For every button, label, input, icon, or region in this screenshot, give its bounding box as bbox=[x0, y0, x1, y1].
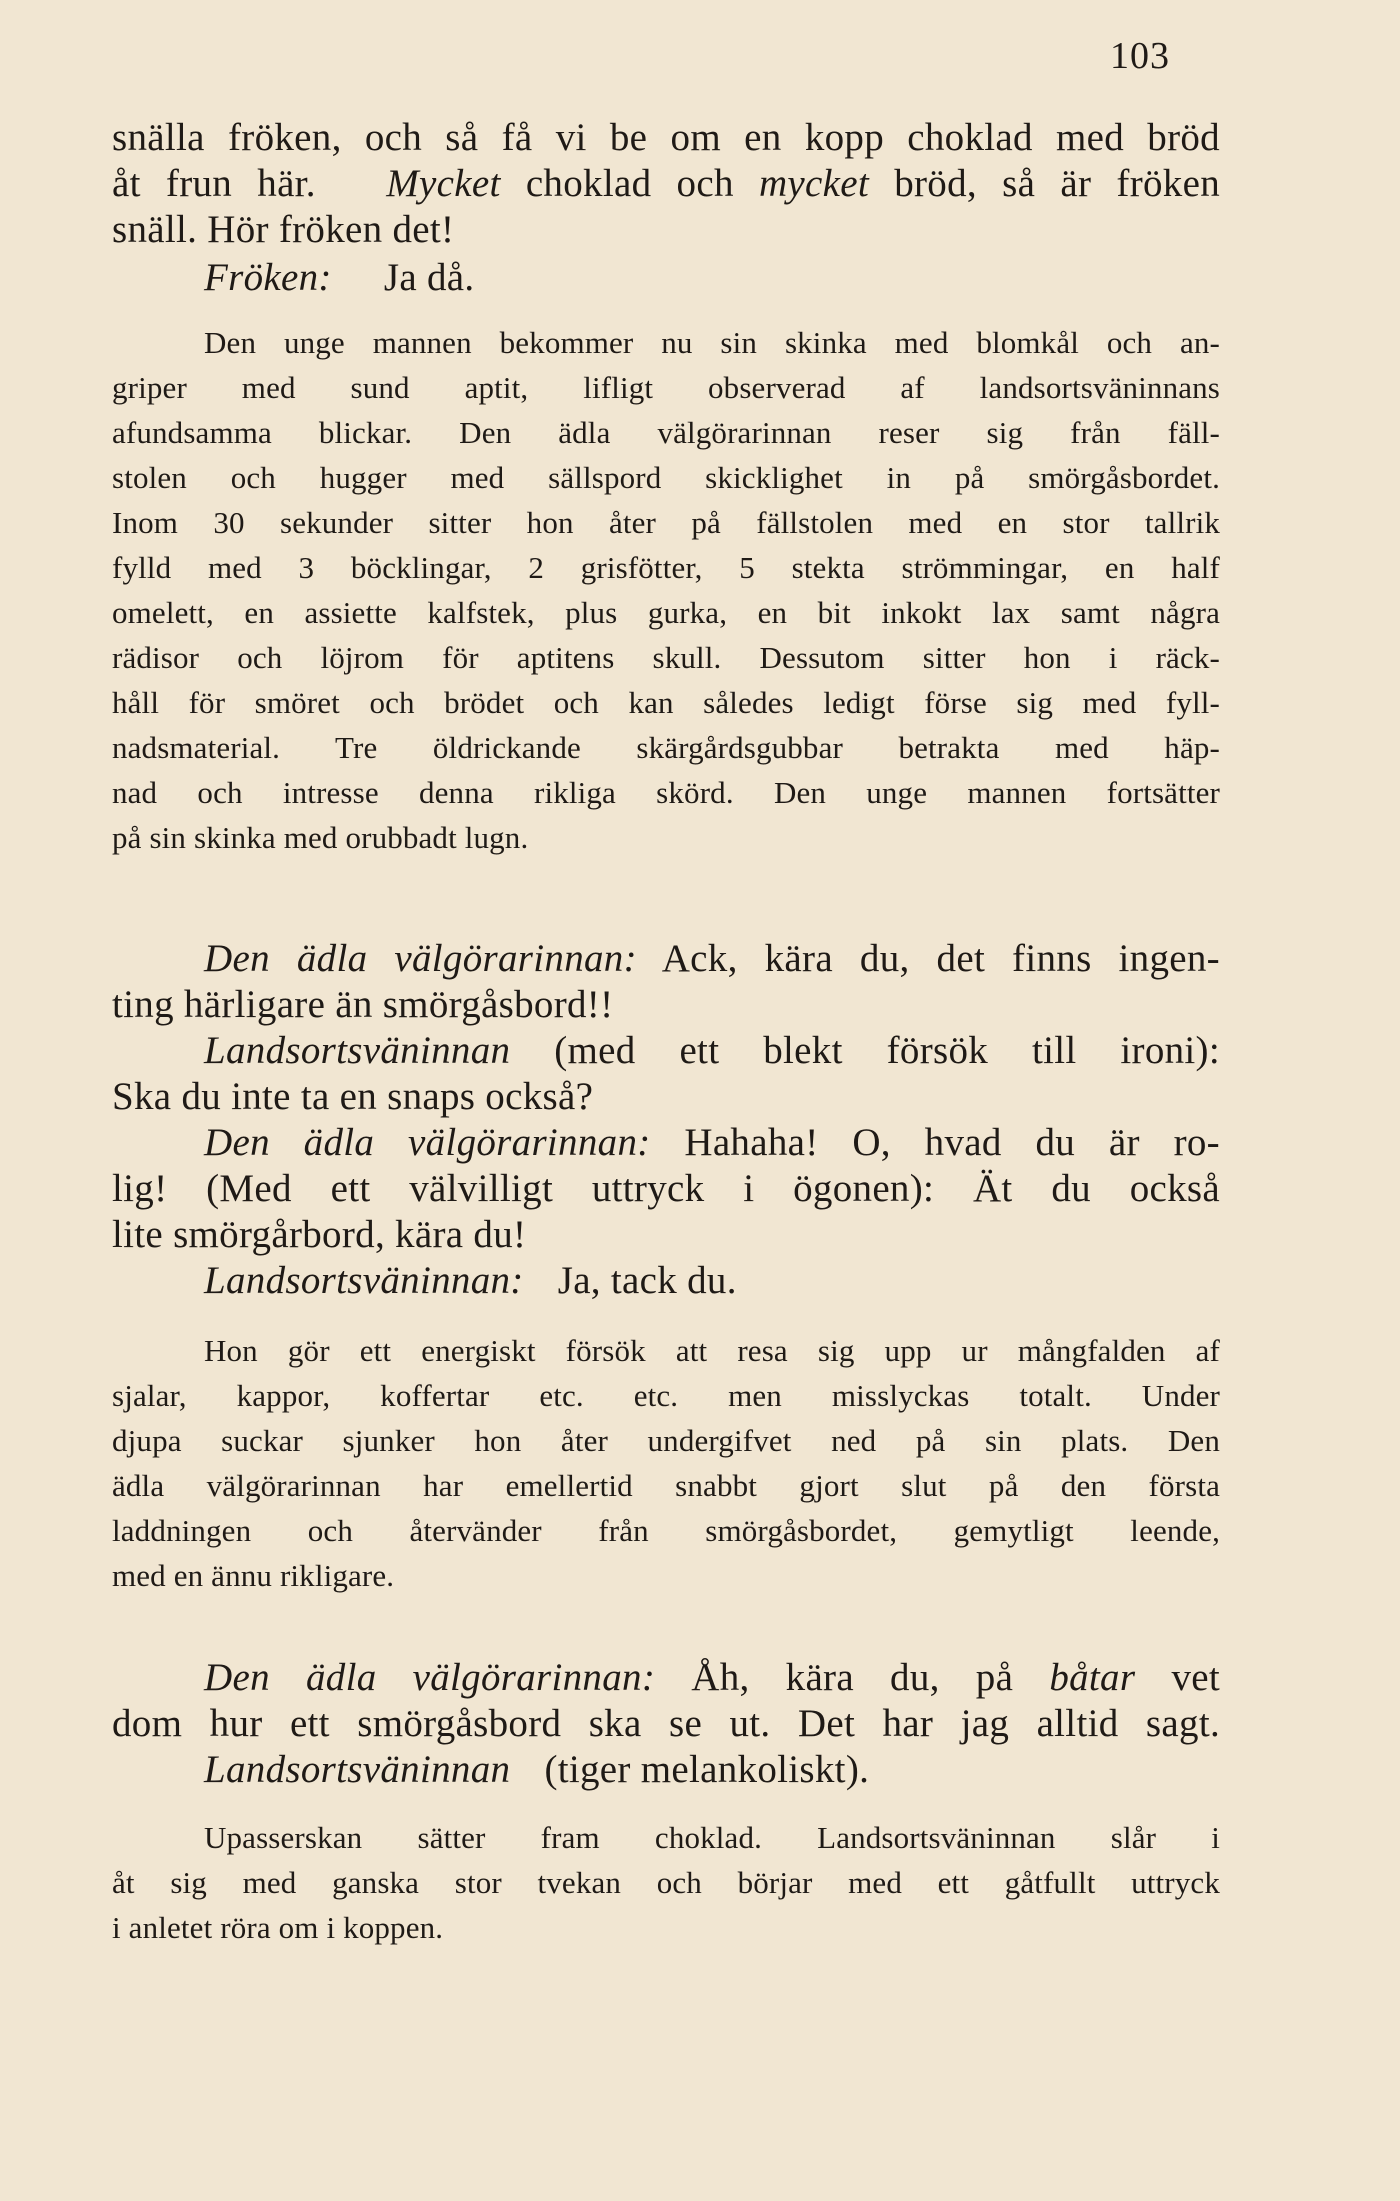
line-6 bbox=[112, 372, 1220, 403]
line-35 bbox=[112, 1867, 1220, 1898]
line-8 bbox=[112, 462, 1220, 493]
line-28 bbox=[112, 1470, 1220, 1501]
text-line-24: Ja, tack du. bbox=[557, 1259, 737, 1302]
line-17 bbox=[204, 939, 1220, 978]
text-line-10: fylld med 3 böcklingar, 2 grisfötter, 5 stekta strömmingar, en half bbox=[112, 550, 1220, 585]
text-line-15: nad och intresse denna rikliga skörd. Den unge mannen fortsätter bbox=[112, 775, 1220, 810]
text-line-9: Inom 30 sekunder sitter hon åter på fällstolen med en stor tallrik bbox=[112, 505, 1220, 540]
text-line-31b: Åh, kära du, på bbox=[691, 1656, 1014, 1699]
emphasis-mycket-2: mycket bbox=[758, 162, 869, 205]
text-line-35: åt sig med ganska stor tvekan och börjar med ett gåtfullt uttryck bbox=[112, 1865, 1220, 1900]
text-line-27: djupa suckar sjunker hon åter undergifvet ned på sin plats. Den bbox=[112, 1423, 1220, 1458]
speaker-valgorarinnan-2: Den ädla välgörarinnan: bbox=[204, 1121, 651, 1164]
line-22 bbox=[112, 1169, 1220, 1208]
text-line-25: Hon gör ett energiskt försök att resa sig upp ur mångfalden af bbox=[204, 1333, 1220, 1368]
text-line-34: Upasserskan sätter fram choklad. Landsortsväninnan slår i bbox=[204, 1820, 1220, 1855]
line-25 bbox=[204, 1335, 1220, 1366]
line-18 bbox=[112, 985, 1220, 1024]
text-line-30: med en ännu rikligare. bbox=[112, 1558, 395, 1593]
text-line-1: snälla fröken, och så få vi be om en kopp choklad med bröd bbox=[112, 116, 1220, 159]
line-29 bbox=[112, 1515, 1220, 1546]
line-19 bbox=[204, 1031, 1220, 1070]
speaker-froken: Fröken: bbox=[204, 256, 332, 299]
speaker-landsortsvaninnan-2: Landsortsväninnan: bbox=[204, 1259, 524, 1302]
text-line-20: Ska du inte ta en snaps också? bbox=[112, 1075, 594, 1118]
speaker-valgorarinnan-3: Den ädla välgörarinnan: bbox=[204, 1656, 656, 1699]
page-number: 103 bbox=[1110, 35, 1170, 77]
line-13 bbox=[112, 687, 1220, 718]
text-line-2e: bröd, så är fröken bbox=[894, 162, 1221, 205]
text-line-4: Ja då. bbox=[383, 256, 475, 299]
line-5 bbox=[204, 327, 1220, 358]
text-line-33: (tiger melankoliskt). bbox=[544, 1748, 870, 1791]
text-line-22: lig! (Med ett välvilligt uttryck i ögonen): Ät du också bbox=[112, 1167, 1220, 1210]
line-11 bbox=[112, 597, 1220, 628]
text-line-11: omelett, en assiette kalfstek, plus gurka, en bit inkokt lax samt några bbox=[112, 595, 1220, 630]
line-23 bbox=[112, 1215, 1220, 1254]
line-7 bbox=[112, 417, 1220, 448]
text-line-26: sjalar, kappor, koffertar etc. etc. men misslyckas totalt. Under bbox=[112, 1378, 1220, 1413]
speaker-valgorarinnan-1: Den ädla välgörarinnan: bbox=[204, 937, 637, 980]
line-15 bbox=[112, 777, 1220, 808]
text-line-13: håll för smöret och brödet och kan således ledigt förse sig med fyll- bbox=[112, 685, 1220, 720]
line-1 bbox=[112, 118, 1220, 157]
line-27 bbox=[112, 1425, 1220, 1456]
line-24 bbox=[204, 1261, 1220, 1300]
line-36 bbox=[112, 1912, 1220, 1943]
line-9 bbox=[112, 507, 1220, 538]
line-34 bbox=[204, 1822, 1220, 1853]
speaker-landsortsvaninnan-3: Landsortsväninnan bbox=[204, 1748, 511, 1791]
text-line-19: (med ett blekt försök till ironi): bbox=[554, 1029, 1220, 1072]
text-line-31d: vet bbox=[1171, 1656, 1220, 1699]
text-line-2a: åt frun här. bbox=[112, 162, 316, 205]
line-4 bbox=[204, 258, 1312, 297]
line-30 bbox=[112, 1560, 1220, 1591]
text-line-17: Ack, kära du, det finns ingen- bbox=[661, 937, 1220, 980]
text-line-12: rädisor och löjrom för aptitens skull. Dessutom sitter hon i räck- bbox=[112, 640, 1220, 675]
line-26 bbox=[112, 1380, 1220, 1411]
line-10 bbox=[112, 552, 1220, 583]
text-line-8: stolen och hugger med sällspord skicklighet in på smörgåsbordet. bbox=[112, 460, 1220, 495]
line-2 bbox=[112, 164, 1220, 203]
text-line-5: Den unge mannen bekommer nu sin skinka med blomkål och an- bbox=[204, 325, 1220, 360]
text-line-36: i anletet röra om i koppen. bbox=[112, 1910, 444, 1945]
line-31 bbox=[204, 1658, 1220, 1697]
line-12 bbox=[112, 642, 1220, 673]
text-line-21: Hahaha! O, hvad du är ro- bbox=[684, 1121, 1220, 1164]
line-33 bbox=[204, 1750, 1220, 1789]
speaker-landsortsvaninnan-1: Landsortsväninnan bbox=[204, 1029, 511, 1072]
text-line-6: griper med sund aptit, lifligt observerad af landsortsväninnans bbox=[112, 370, 1220, 405]
line-14 bbox=[112, 732, 1220, 763]
emphasis-batar: båtar bbox=[1049, 1656, 1136, 1699]
text-line-29: laddningen och återvänder från smörgåsbordet, gemytligt leende, bbox=[112, 1513, 1220, 1548]
text-line-7: afundsamma blickar. Den ädla välgörarinnan reser sig från fäll- bbox=[112, 415, 1220, 450]
line-16 bbox=[112, 822, 1220, 853]
text-line-16: på sin skinka med orubbadt lugn. bbox=[112, 820, 529, 855]
line-20 bbox=[112, 1077, 1220, 1116]
line-21 bbox=[204, 1123, 1220, 1162]
text-line-28: ädla välgörarinnan har emellertid snabbt gjort slut på den första bbox=[112, 1468, 1220, 1503]
text-line-23: lite smörgårbord, kära du! bbox=[112, 1213, 527, 1256]
line-3 bbox=[112, 210, 1220, 249]
text-line-14: nadsmaterial. Tre öldrickande skärgårdsgubbar betrakta med häp- bbox=[112, 730, 1220, 765]
text-line-2c: choklad och bbox=[525, 162, 734, 205]
line-32 bbox=[112, 1704, 1220, 1743]
emphasis-mycket-1: Mycket bbox=[386, 162, 501, 205]
text-line-32: dom hur ett smörgåsbord ska se ut. Det har jag alltid sagt. bbox=[112, 1702, 1220, 1745]
text-line-18: ting härligare än smörgåsbord!! bbox=[112, 983, 614, 1026]
text-line-3: snäll. Hör fröken det! bbox=[112, 208, 455, 251]
